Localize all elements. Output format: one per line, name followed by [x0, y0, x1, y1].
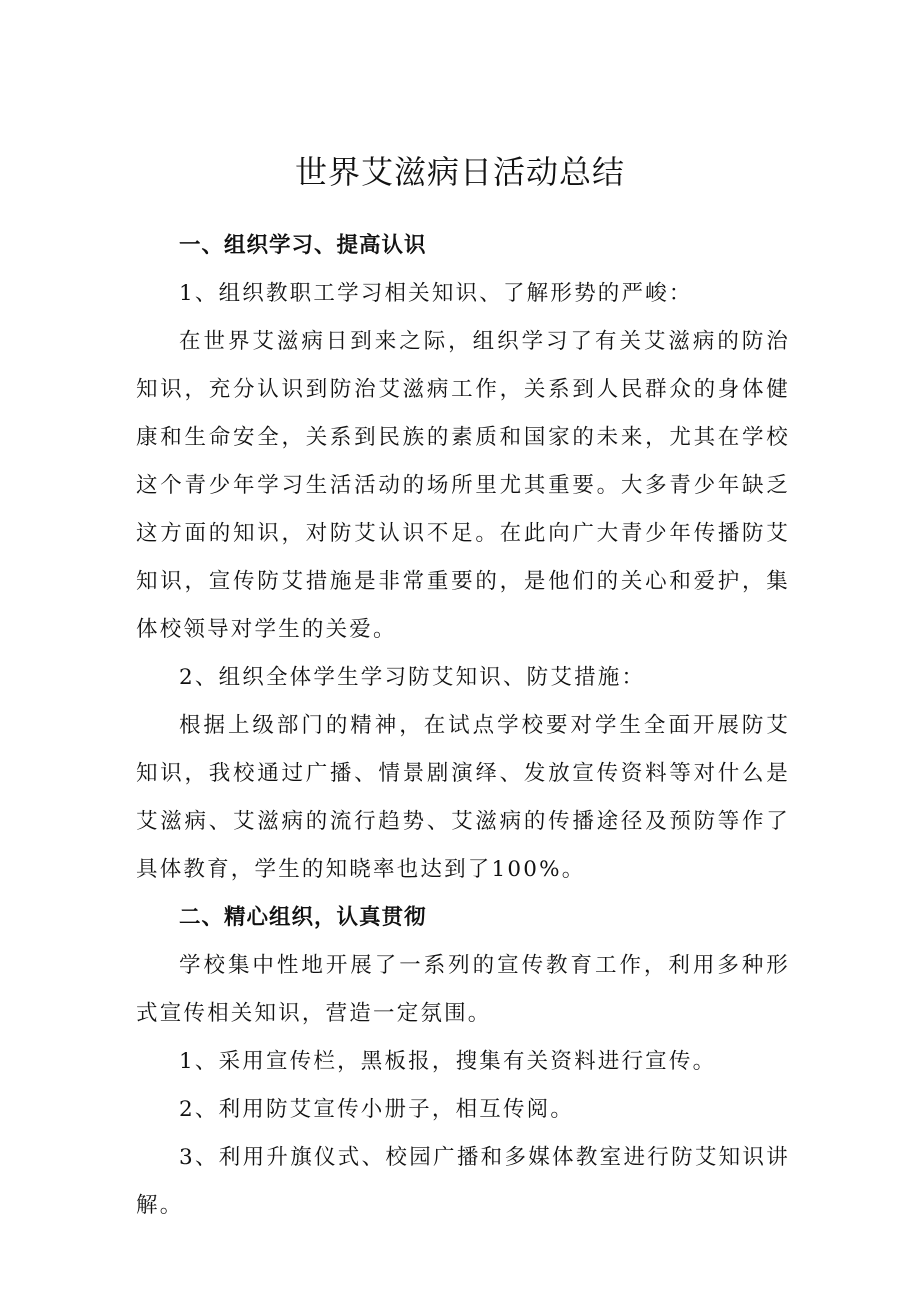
section-heading-1: 一、组织学习、提高认识: [179, 233, 427, 258]
paragraph-2-intro: 学校集中性地开展了一系列的宣传教育工作，利用多种形式宣传相关知识，营造一定氛围。: [136, 953, 790, 1026]
subheading-1-2: 2、组织全体学生学习防艾知识、防艾措施：: [179, 665, 646, 690]
list-item-2-1: 1、采用宣传栏，黑板报，搜集有关资料进行宣传。: [179, 1049, 717, 1074]
document-body: [136, 222, 790, 1230]
section-heading-2: 二、精心组织，认真贯彻: [179, 905, 427, 930]
paragraph-1-2: 根据上级部门的精神，在试点学校要对学生全面开展防艾知识，我校通过广播、情景剧演绎、发放宣传资料等对什么是艾滋病、艾滋病的流行趋势、艾滋病的传播途径及预防等作了具体教育，学生的知晓率也达到了100%。: [136, 713, 790, 882]
paragraph-1-1: 在世界艾滋病日到来之际，组织学习了有关艾滋病的防治知识，充分认识到防治艾滋病工作，关系到人民群众的身体健康和生命安全，关系到民族的素质和国家的未来，尤其在学校这个青少年学习生活活动的场所里尤其重要。大多青少年缺乏这方面的知识，对防艾认识不足。在此向广大青少年传播防艾知识，宣传防艾措施是非常重要的，是他们的关心和爱护，集体校领导对学生的关爱。: [136, 329, 790, 642]
subheading-1-1: 1、组织教职工学习相关知识、了解形势的严峻：: [179, 281, 693, 306]
page-title: 世界艾滋病日活动总结: [294, 153, 625, 191]
list-item-2-3: 3、利用升旗仪式、校园广播和多媒体教室进行防艾知识讲解。: [136, 1145, 790, 1218]
list-item-2-2: 2、利用防艾宣传小册子，相互传阅。: [179, 1097, 575, 1122]
